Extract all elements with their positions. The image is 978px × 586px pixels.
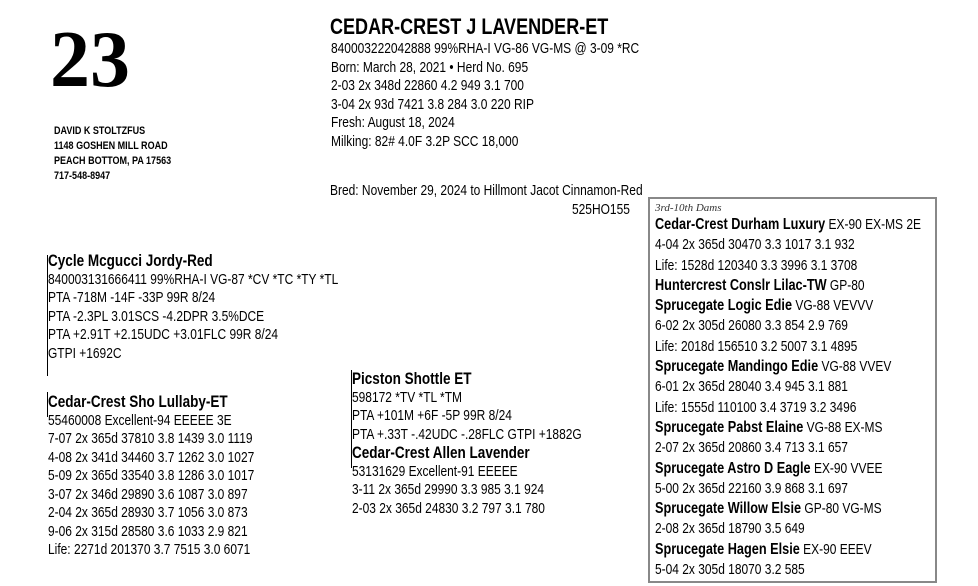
dam-entry-name: Sprucegate Pabst Elaine VG-88 EX-MS	[655, 418, 883, 436]
consignor-city-state-zip: PEACH BOTTOM, PA 17563	[54, 155, 172, 167]
bred-line: Bred: November 29, 2024 to Hillmont Jacot Cinnamon-Red	[330, 183, 643, 199]
consignor-name: DAVID K STOLTZFUS	[54, 125, 146, 137]
dam-entry-record: 4-04 2x 365d 30470 3.3 1017 3.1 932	[655, 237, 855, 254]
dam-record-line: 4-08 2x 341d 34460 3.7 1262 3.0 1027	[48, 449, 255, 466]
dam-record-line: 7-07 2x 365d 37810 3.8 1439 3.0 1119	[48, 431, 253, 447]
sire-block	[48, 252, 402, 363]
dam-entry-record: 2-07 2x 365d 20860 3.4 713 3.1 657	[655, 440, 848, 457]
dam-entry-name: Cedar-Crest Durham Luxury EX-90 EX-MS 2E	[655, 216, 921, 233]
dam-entry-record: 5-04 2x 305d 18070 3.2 585	[655, 562, 805, 579]
mgs-pta-line: PTA +101M +6F -5P 99R 8/24	[352, 408, 512, 424]
sire-gtpi: GTPI +1692C	[48, 345, 122, 362]
cow-fresh-line: Fresh: August 18, 2024	[331, 115, 455, 131]
consignor-phone: 717-548-8947	[54, 170, 111, 182]
cow-info	[331, 40, 707, 151]
consignor-address: 1148 GOSHEN MILL ROAD	[54, 140, 168, 152]
dam-entry-name: Sprucegate Willow Elsie GP-80 VG-MS	[655, 500, 882, 518]
dam-entry-record: Life: 1528d 120340 3.3 3996 3.1 3708	[655, 257, 858, 274]
cow-registration-line: 840003222042888 99%RHA-I VG-86 VG-MS @ 3-09 *RC	[331, 41, 640, 57]
dam-entry-record: Life: 2018d 156510 3.2 5007 3.1 4895	[655, 338, 858, 355]
cow-milking-line: Milking: 82# 4.0F 3.2P SCC 18,000	[331, 133, 519, 150]
dam-entry-record: 6-01 2x 365d 28040 3.4 945 3.1 881	[655, 379, 848, 396]
lot-number: 23	[50, 16, 130, 104]
dam-entry-name: Huntercrest Conslr Lilac-TW GP-80	[655, 276, 865, 294]
dam-record-line: 2-04 2x 365d 28930 3.7 1056 3.0 873	[48, 505, 248, 521]
dam-record-line: 9-06 2x 315d 28580 3.6 1033 2.9 821	[48, 523, 248, 540]
mgs-pta-line: PTA +.33T -.42UDC -.28FLC GTPI +1882G	[352, 426, 582, 443]
cow-record-line: 2-03 2x 348d 22860 4.2 949 3.1 700	[331, 78, 524, 94]
dam-entry-record: 2-08 2x 365d 18790 3.5 649	[655, 521, 805, 538]
mgs-block	[352, 370, 632, 518]
bred-service-code: 525HO155	[572, 202, 630, 218]
cow-name-block	[330, 14, 669, 40]
mgs-name: Picston Shottle ET	[352, 370, 472, 388]
consignor-block	[54, 124, 197, 184]
cow-name: CEDAR-CREST J LAVENDER-ET	[330, 14, 609, 39]
sire-pta-line: PTA -718M -14F -33P 99R 8/24	[48, 290, 216, 306]
dam-record-line: 5-09 2x 365d 33540 3.8 1286 3.0 1017	[48, 468, 255, 484]
sire-pta-line: PTA +2.91T +2.15UDC +3.01FLC 99R 8/24	[48, 327, 279, 343]
dam-registration: 55460008 Excellent-94 EEEEE 3E	[48, 412, 232, 429]
cow-born-line: Born: March 28, 2021 • Herd No. 695	[331, 59, 529, 76]
dam-entry-name: Sprucegate Logic Edie VG-88 VEVVV	[655, 297, 874, 315]
granddam-name: Cedar-Crest Allen Lavender	[352, 444, 530, 462]
dam-record-line: 3-07 2x 346d 29890 3.6 1087 3.0 897	[48, 486, 248, 503]
bred-code-block	[572, 201, 643, 220]
sire-name: Cycle Mcgucci Jordy-Red	[48, 252, 213, 270]
dam-entry-record: Life: 1555d 110100 3.4 3719 3.2 3496	[655, 399, 857, 416]
dam-entry-record: 6-02 2x 305d 26080 3.3 854 2.9 769	[655, 318, 848, 335]
dam-name: Cedar-Crest Sho Lullaby-ET	[48, 393, 228, 411]
dams-list	[655, 201, 978, 580]
sire-registration: 840003131666411 99%RHA-I VG-87 *CV *TC *TY *TL	[48, 271, 339, 288]
dam-entry-name: Sprucegate Astro D Eagle EX-90 VVEE	[655, 459, 883, 477]
granddam-record-line: 3-11 2x 365d 29990 3.3 985 3.1 924	[352, 482, 545, 498]
cow-record-line: 3-04 2x 93d 7421 3.8 284 3.0 220 RIP	[331, 96, 534, 113]
granddam-record-line: 2-03 2x 365d 24830 3.2 797 3.1 780	[352, 500, 545, 517]
dam-entry-name: Sprucegate Mandingo Edie VG-88 VVEV	[655, 358, 892, 376]
sire-pta-line: PTA -2.3PL 3.01SCS -4.2DPR 3.5%DCE	[48, 308, 265, 325]
dam-entry-name: Sprucegate Hagen Elsie EX-90 EEEV	[655, 540, 872, 558]
dam-lifetime-line: Life: 2271d 201370 3.7 7515 3.0 6071	[48, 542, 251, 558]
dam-block	[48, 393, 300, 560]
dams-header: 3rd-10th Dams	[655, 202, 722, 214]
dam-entry-record: 5-00 2x 365d 22160 3.9 868 3.1 697	[655, 480, 848, 497]
granddam-registration: 53131629 Excellent-91 EEEEE	[352, 463, 518, 480]
mgs-registration: 598172 *TV *TL *TM	[352, 389, 462, 406]
